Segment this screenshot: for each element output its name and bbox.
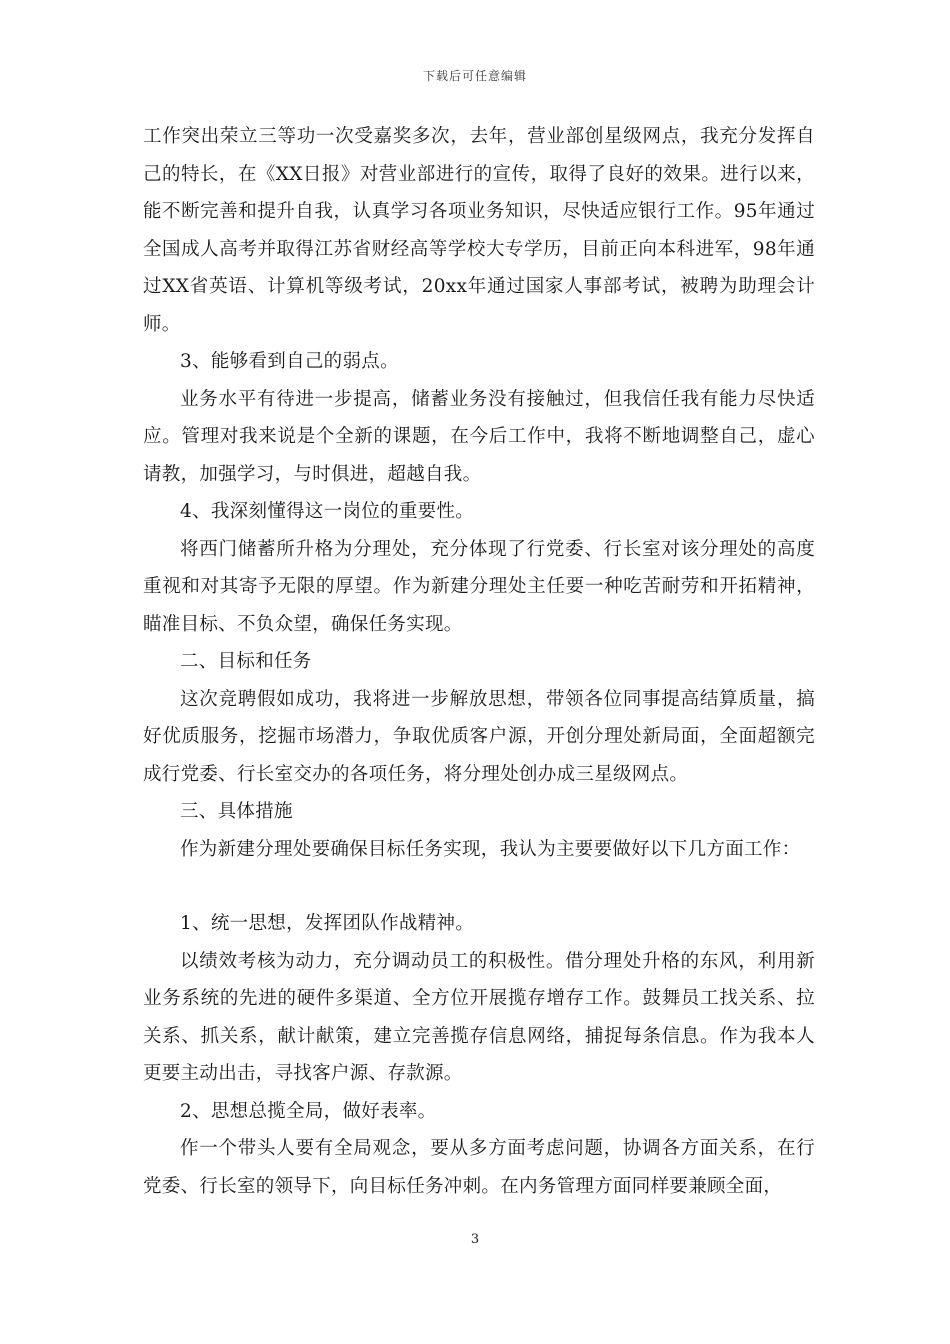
section-heading-goals: 二、目标和任务 (180, 651, 312, 672)
blank-line (143, 868, 815, 905)
paragraph-importance: 将西门储蓄所升格为分理处，充分体现了行党委、行长室对该分理处的高度重视和对其寄予无限的厚望。作为新建分理处主任要一种吃苦耐劳和开拓精神，瞄准目标、不负众望，确保任务实现。 (143, 538, 815, 635)
heading-measure-2: 2、思想总揽全局，做好表率。 (180, 1100, 437, 1122)
paragraph-measures-intro: 作为新建分理处要确保目标任务实现，我认为主要要做好以下几方面工作： (180, 838, 801, 860)
page-number: 3 (470, 1232, 480, 1247)
heading-measure-1: 1、统一思想，发挥团队作战精神。 (180, 913, 475, 934)
paragraph-achievements: 工作突出荣立三等功一次受嘉奖多次，去年，营业部创星级网点，我充分发挥自己的特长，在《XX日报》对营业部进行的宣传，取得了良好的效果。进行以来，能不断完善和提升自我，认真学习各项业务知识，尽快适应银行工作。95年通过全国成人高考并取得江苏省财经高等学校大专学历，目前正向本科进军，98年通过XX省英语、计算机等级考试，20xx年通过国家人事部考试，被聘为助理会计师。 (143, 126, 815, 335)
heading-importance: 4、我深刻懂得这一岗位的重要性。 (180, 501, 475, 522)
paragraph-weakness: 业务水平有待进一步提高，储蓄业务没有接触过，但我信任我有能力尽快适应。管理对我来说是个全新的课题，在今后工作中，我将不断地调整自己，虚心请教，加强学习，与时俱进，超越自我。 (143, 388, 815, 485)
page-header: 下载后可任意编辑 (422, 69, 527, 83)
document-body (143, 118, 815, 1205)
paragraph-measure-2: 作一个带头人要有全局观念，要从多方面考虑问题，协调各方面关系，在行党委、行长室的领导下，向目标任务冲刺。在内务管理方面同样要兼顾全面， (143, 1138, 815, 1197)
heading-weakness: 3、能够看到自己的弱点。 (180, 351, 399, 372)
paragraph-goals: 这次竞聘假如成功，我将进一步解放思想，带领各位同事提高结算质量，搞好优质服务，挖掘市场潜力，争取优质客户源，开创分理处新局面，全面超额完成行党委、行长室交办的各项任务，将分理处创办成三星级网点。 (143, 688, 815, 785)
section-heading-measures: 三、具体措施 (180, 801, 293, 822)
paragraph-measure-1: 以绩效考核为动力，充分调动员工的积极性。借分理处升格的东风，利用新业务系统的先进的硬件多渠道、全方位开展揽存增存工作。鼓舞员工找关系、拉关系、抓关系，献计献策，建立完善揽存信息网络，捕捉每条信息。作为我本人更要主动出击，寻找客户源、存款源。 (143, 950, 815, 1084)
